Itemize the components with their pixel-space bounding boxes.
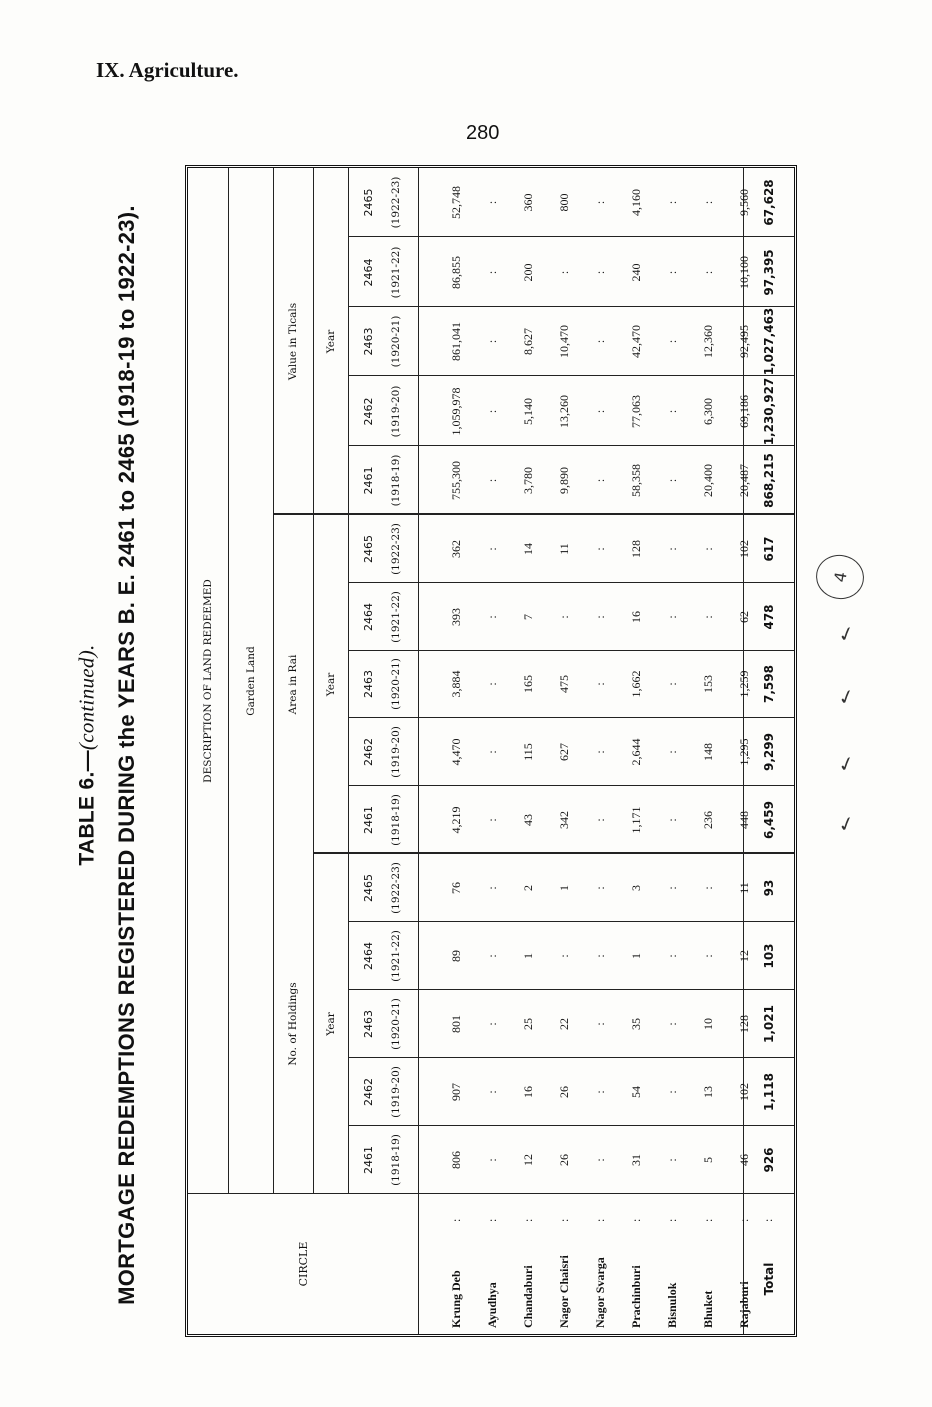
table-frame bbox=[185, 165, 797, 1337]
table-cell: 16 bbox=[628, 611, 643, 623]
year-ad-label: (1918-19) bbox=[390, 454, 402, 507]
table-cell: 22 bbox=[556, 1018, 571, 1030]
table-cell: : bbox=[700, 954, 715, 958]
year-ad-label: (1919-20) bbox=[390, 385, 402, 438]
year-be-label: 2464 bbox=[361, 603, 375, 631]
table-cell: : bbox=[664, 547, 679, 551]
table-cell: 54 bbox=[628, 1086, 643, 1098]
table-cell: : bbox=[664, 886, 679, 890]
table-cell: : bbox=[484, 1158, 499, 1162]
table-cell: : bbox=[556, 270, 571, 275]
table-cell: 115 bbox=[520, 743, 535, 761]
table-cell: : bbox=[556, 954, 571, 958]
table-cell: 102 bbox=[736, 540, 751, 558]
table-cell: 801 bbox=[448, 1015, 463, 1033]
total-cell: 926 bbox=[761, 1147, 776, 1173]
row-leader-dots: : bbox=[736, 1218, 751, 1222]
table-cell: 11 bbox=[736, 882, 751, 894]
table-title-continued: (continued). bbox=[74, 644, 99, 751]
table-cell: 5,140 bbox=[520, 398, 535, 425]
table-cell: : bbox=[700, 200, 715, 205]
table-cell: 102 bbox=[736, 1083, 751, 1101]
total-cell: 103 bbox=[761, 943, 776, 969]
row-leader-dots: : bbox=[592, 1218, 607, 1222]
table-cell: : bbox=[484, 886, 499, 890]
row-leader-dots: : bbox=[628, 1218, 643, 1222]
table-cell: 35 bbox=[628, 1018, 643, 1030]
table-cell: : bbox=[592, 339, 607, 344]
table-cell: 907 bbox=[448, 1083, 463, 1101]
table-cell: 4,160 bbox=[628, 189, 643, 216]
grid-line-horizontal bbox=[348, 515, 349, 854]
table-cell: : bbox=[664, 818, 679, 822]
year-be-label: 2461 bbox=[361, 466, 375, 495]
table-cell: 14 bbox=[520, 543, 535, 555]
table-cell: 153 bbox=[700, 675, 715, 693]
table-cell: 16 bbox=[520, 1086, 535, 1098]
year-be-label: 2463 bbox=[361, 327, 375, 356]
circle-name: Krung Deb bbox=[448, 1270, 463, 1328]
total-cell: 1,027,463 bbox=[761, 307, 776, 376]
year-be-label: 2463 bbox=[361, 1010, 375, 1038]
table-cell: : bbox=[664, 1022, 679, 1026]
total-cell: 97,395 bbox=[761, 249, 776, 296]
table-cell: 2,644 bbox=[628, 738, 643, 766]
table-cell: : bbox=[664, 409, 679, 414]
row-leader-dots: : bbox=[520, 1218, 535, 1222]
table-cell: 236 bbox=[700, 811, 715, 829]
table-cell: 12 bbox=[520, 1154, 535, 1166]
table-title bbox=[75, 644, 100, 865]
table-cell: : bbox=[592, 478, 607, 483]
tick-mark: ✓ bbox=[835, 810, 858, 838]
page-number: 280 bbox=[466, 122, 500, 144]
table-cell: : bbox=[484, 478, 499, 483]
table-cell: 10,470 bbox=[556, 325, 571, 358]
table-cell: : bbox=[592, 270, 607, 275]
year-be-label: 2464 bbox=[361, 942, 375, 970]
table-cell: : bbox=[664, 270, 679, 275]
table-cell: 62 bbox=[736, 611, 751, 623]
table-cell: : bbox=[664, 1090, 679, 1094]
table-cell: 1,662 bbox=[628, 670, 643, 698]
table-cell: 128 bbox=[628, 540, 643, 558]
table-cell: 1,295 bbox=[736, 738, 751, 766]
total-cell: 1,021 bbox=[761, 1005, 776, 1043]
circle-name: Rajaburi bbox=[736, 1281, 751, 1328]
circle-name: Nagor Chaisri bbox=[556, 1255, 571, 1328]
table-cell: 46 bbox=[736, 1154, 751, 1166]
table-cell: : bbox=[664, 478, 679, 483]
table-cell: : bbox=[484, 1022, 499, 1026]
year-ad-label: (1920-21) bbox=[390, 315, 402, 368]
row-leader-dots: : bbox=[484, 1218, 499, 1222]
total-cell: 6,459 bbox=[761, 801, 776, 839]
table-cell: 8,627 bbox=[520, 328, 535, 355]
year-ad-label: (1918-19) bbox=[390, 794, 402, 846]
table-cell: : bbox=[484, 750, 499, 754]
table-cell: : bbox=[664, 615, 679, 619]
table-cell: 76 bbox=[448, 882, 463, 894]
circle-header: CIRCLE bbox=[296, 1241, 310, 1287]
total-cell: 1,118 bbox=[761, 1073, 776, 1111]
table-cell: 43 bbox=[520, 814, 535, 826]
table-cell: 26 bbox=[556, 1086, 571, 1098]
table-cell: 342 bbox=[556, 811, 571, 829]
table-cell: 2 bbox=[520, 885, 535, 891]
circle-name: Ayudhya bbox=[484, 1282, 499, 1328]
year-be-label: 2464 bbox=[361, 258, 375, 287]
table-cell: 200 bbox=[520, 263, 535, 282]
table-cell: : bbox=[484, 1090, 499, 1094]
year-ad-label: (1921-22) bbox=[390, 930, 402, 982]
table-cell: : bbox=[664, 954, 679, 958]
year-header: Year bbox=[324, 1012, 337, 1036]
total-cell: 9,299 bbox=[761, 733, 776, 771]
garden-land-header: Garden Land bbox=[244, 646, 257, 716]
table-cell: : bbox=[484, 818, 499, 822]
table-cell: 12,360 bbox=[700, 325, 715, 358]
value-header: Value in Ticals bbox=[287, 302, 299, 381]
table-cell: 240 bbox=[628, 263, 643, 282]
year-header: Year bbox=[324, 672, 337, 697]
table-cell: : bbox=[592, 886, 607, 890]
total-cell: 617 bbox=[761, 536, 776, 562]
circle-name: Nagor Svarga bbox=[592, 1257, 607, 1328]
table-cell: 69,186 bbox=[736, 395, 751, 428]
table-cell: : bbox=[592, 954, 607, 958]
table-cell: : bbox=[484, 615, 499, 619]
table-cell: 25 bbox=[520, 1018, 535, 1030]
table-cell: 1 bbox=[520, 953, 535, 959]
table-cell: 165 bbox=[520, 675, 535, 693]
year-ad-label: (1920-21) bbox=[390, 998, 402, 1050]
table-cell: 9,560 bbox=[736, 189, 751, 216]
table-cell: 1 bbox=[556, 885, 571, 891]
year-be-label: 2462 bbox=[361, 1078, 375, 1106]
table-cell: : bbox=[484, 547, 499, 551]
total-cell: 93 bbox=[761, 879, 776, 897]
table-cell: 128 bbox=[736, 1015, 751, 1033]
circled-annotation: 4 bbox=[813, 551, 868, 603]
table-cell: : bbox=[700, 547, 715, 551]
table-cell: : bbox=[592, 1022, 607, 1026]
table-cell: 10,100 bbox=[736, 256, 751, 289]
table-cell: 58,358 bbox=[628, 464, 643, 497]
table-cell: 13,260 bbox=[556, 395, 571, 428]
year-ad-label: (1921-22) bbox=[390, 591, 402, 643]
total-cell: 7,598 bbox=[761, 665, 776, 703]
table-cell: 12 bbox=[736, 950, 751, 962]
grid-line-horizontal bbox=[348, 168, 349, 515]
table-cell: : bbox=[484, 270, 499, 275]
year-ad-label: (1918-19) bbox=[390, 1134, 402, 1186]
table-cell: : bbox=[592, 750, 607, 754]
table-cell: : bbox=[484, 682, 499, 686]
table-cell: 362 bbox=[448, 540, 463, 558]
table-cell: 806 bbox=[448, 1151, 463, 1169]
table-cell: 20,400 bbox=[700, 464, 715, 497]
row-leader-dots: : bbox=[664, 1218, 679, 1222]
grid-line-horizontal bbox=[348, 854, 349, 1194]
table-cell: 11 bbox=[556, 543, 571, 555]
table-cell: 3,780 bbox=[520, 467, 535, 494]
table-cell: 86,855 bbox=[448, 256, 463, 289]
row-leader-dots: : bbox=[556, 1218, 571, 1222]
grid-line-horizontal bbox=[418, 168, 419, 1334]
total-cell: 67,628 bbox=[761, 179, 776, 226]
table-cell: : bbox=[484, 200, 499, 205]
table-cell: 1,259 bbox=[736, 670, 751, 698]
section-heading: IX. Agriculture. bbox=[96, 58, 239, 82]
year-be-label: 2465 bbox=[361, 188, 375, 217]
circle-name: Bhuket bbox=[700, 1290, 715, 1328]
table-cell: : bbox=[484, 409, 499, 414]
circle-name: Chandaburi bbox=[520, 1265, 535, 1328]
table-cell: : bbox=[592, 615, 607, 619]
tick-mark: ✓ bbox=[835, 750, 858, 778]
table-cell: 52,748 bbox=[448, 186, 463, 219]
year-be-label: 2465 bbox=[361, 535, 375, 563]
year-header: Year bbox=[324, 329, 337, 354]
area-header: Area in Rai bbox=[287, 654, 299, 715]
circle-name: Prachinburi bbox=[628, 1265, 643, 1328]
table-cell: 92,495 bbox=[736, 325, 751, 358]
circle-name: Bisnulok bbox=[664, 1282, 679, 1328]
table-cell: 4,219 bbox=[448, 806, 463, 834]
year-ad-label: (1921-22) bbox=[390, 246, 402, 299]
table-cell: : bbox=[592, 409, 607, 414]
table-cell: : bbox=[700, 615, 715, 619]
table-title-main: TABLE 6.— bbox=[75, 750, 99, 866]
year-ad-label: (1922-23) bbox=[390, 862, 402, 914]
year-ad-label: (1919-20) bbox=[390, 1066, 402, 1118]
year-ad-label: (1922-23) bbox=[390, 523, 402, 575]
table-cell: 26 bbox=[556, 1154, 571, 1166]
table-cell: : bbox=[484, 954, 499, 958]
table-cell: 800 bbox=[556, 193, 571, 212]
table-cell: : bbox=[700, 270, 715, 275]
table-cell: 360 bbox=[520, 193, 535, 212]
tick-mark: ✓ bbox=[835, 620, 858, 648]
table-cell: : bbox=[592, 1090, 607, 1094]
holdings-header: No. of Holdings bbox=[287, 982, 299, 1066]
table-cell: 1,171 bbox=[628, 806, 643, 834]
table-cell: 1 bbox=[628, 953, 643, 959]
table-cell: : bbox=[592, 682, 607, 686]
table-cell: 448 bbox=[736, 811, 751, 829]
table-cell: 627 bbox=[556, 743, 571, 761]
table-cell: 1,059,978 bbox=[448, 387, 463, 436]
table-cell: 77,063 bbox=[628, 395, 643, 428]
year-ad-label: (1919-20) bbox=[390, 726, 402, 778]
table-cell: 89 bbox=[448, 950, 463, 962]
total-cell: 1,230,927 bbox=[761, 377, 776, 446]
total-leader-dots: : bbox=[761, 1218, 775, 1222]
table-cell: 31 bbox=[628, 1154, 643, 1166]
row-leader-dots: : bbox=[448, 1218, 463, 1222]
table-cell: : bbox=[592, 200, 607, 205]
table-cell: : bbox=[556, 615, 571, 619]
table-cell: 10 bbox=[700, 1018, 715, 1030]
year-ad-label: (1920-21) bbox=[390, 658, 402, 710]
table-cell: 755,300 bbox=[448, 461, 463, 500]
table-cell: : bbox=[664, 1158, 679, 1162]
table-cell: : bbox=[664, 200, 679, 205]
year-be-label: 2463 bbox=[361, 670, 375, 698]
redemptions-table bbox=[185, 165, 797, 1337]
table-cell: 42,470 bbox=[628, 325, 643, 358]
row-leader-dots: : bbox=[700, 1218, 715, 1222]
table-cell: 20,487 bbox=[736, 464, 751, 497]
table-cell: 861,041 bbox=[448, 322, 463, 361]
total-cell: 868,215 bbox=[761, 453, 776, 508]
table-cell: 9,890 bbox=[556, 467, 571, 494]
table-cell: : bbox=[664, 339, 679, 344]
table-cell: 148 bbox=[700, 743, 715, 761]
table-cell: : bbox=[592, 818, 607, 822]
table-cell: 13 bbox=[700, 1086, 715, 1098]
table-cell: : bbox=[484, 339, 499, 344]
year-be-label: 2462 bbox=[361, 397, 375, 426]
year-be-label: 2461 bbox=[361, 1146, 375, 1174]
table-cell: 5 bbox=[700, 1157, 715, 1163]
table-cell: 7 bbox=[520, 614, 535, 620]
table-cell: : bbox=[592, 1158, 607, 1162]
total-label: Total bbox=[761, 1262, 776, 1296]
table-cell: 3,884 bbox=[448, 670, 463, 698]
table-cell: : bbox=[700, 886, 715, 890]
table-cell: : bbox=[664, 682, 679, 686]
table-cell: 3 bbox=[628, 885, 643, 891]
year-be-label: 2465 bbox=[361, 874, 375, 902]
table-cell: 393 bbox=[448, 608, 463, 626]
tick-mark: ✓ bbox=[835, 683, 858, 711]
table-cell: : bbox=[592, 547, 607, 551]
table-subtitle: MORTGAGE REDEMPTIONS REGISTERED DURING the YEARS B. E. 2461 to 2465 (1918-19 to 1922-23). bbox=[114, 205, 139, 1305]
table-cell: 4,470 bbox=[448, 738, 463, 766]
year-ad-label: (1922-23) bbox=[390, 176, 402, 229]
total-cell: 478 bbox=[761, 604, 776, 630]
table-cell: : bbox=[664, 750, 679, 754]
table-cell: 475 bbox=[556, 675, 571, 693]
description-header: DESCRIPTION OF LAND REDEEMED bbox=[202, 579, 214, 783]
year-be-label: 2461 bbox=[361, 806, 375, 834]
table-cell: 6,300 bbox=[700, 398, 715, 425]
year-be-label: 2462 bbox=[361, 738, 375, 766]
